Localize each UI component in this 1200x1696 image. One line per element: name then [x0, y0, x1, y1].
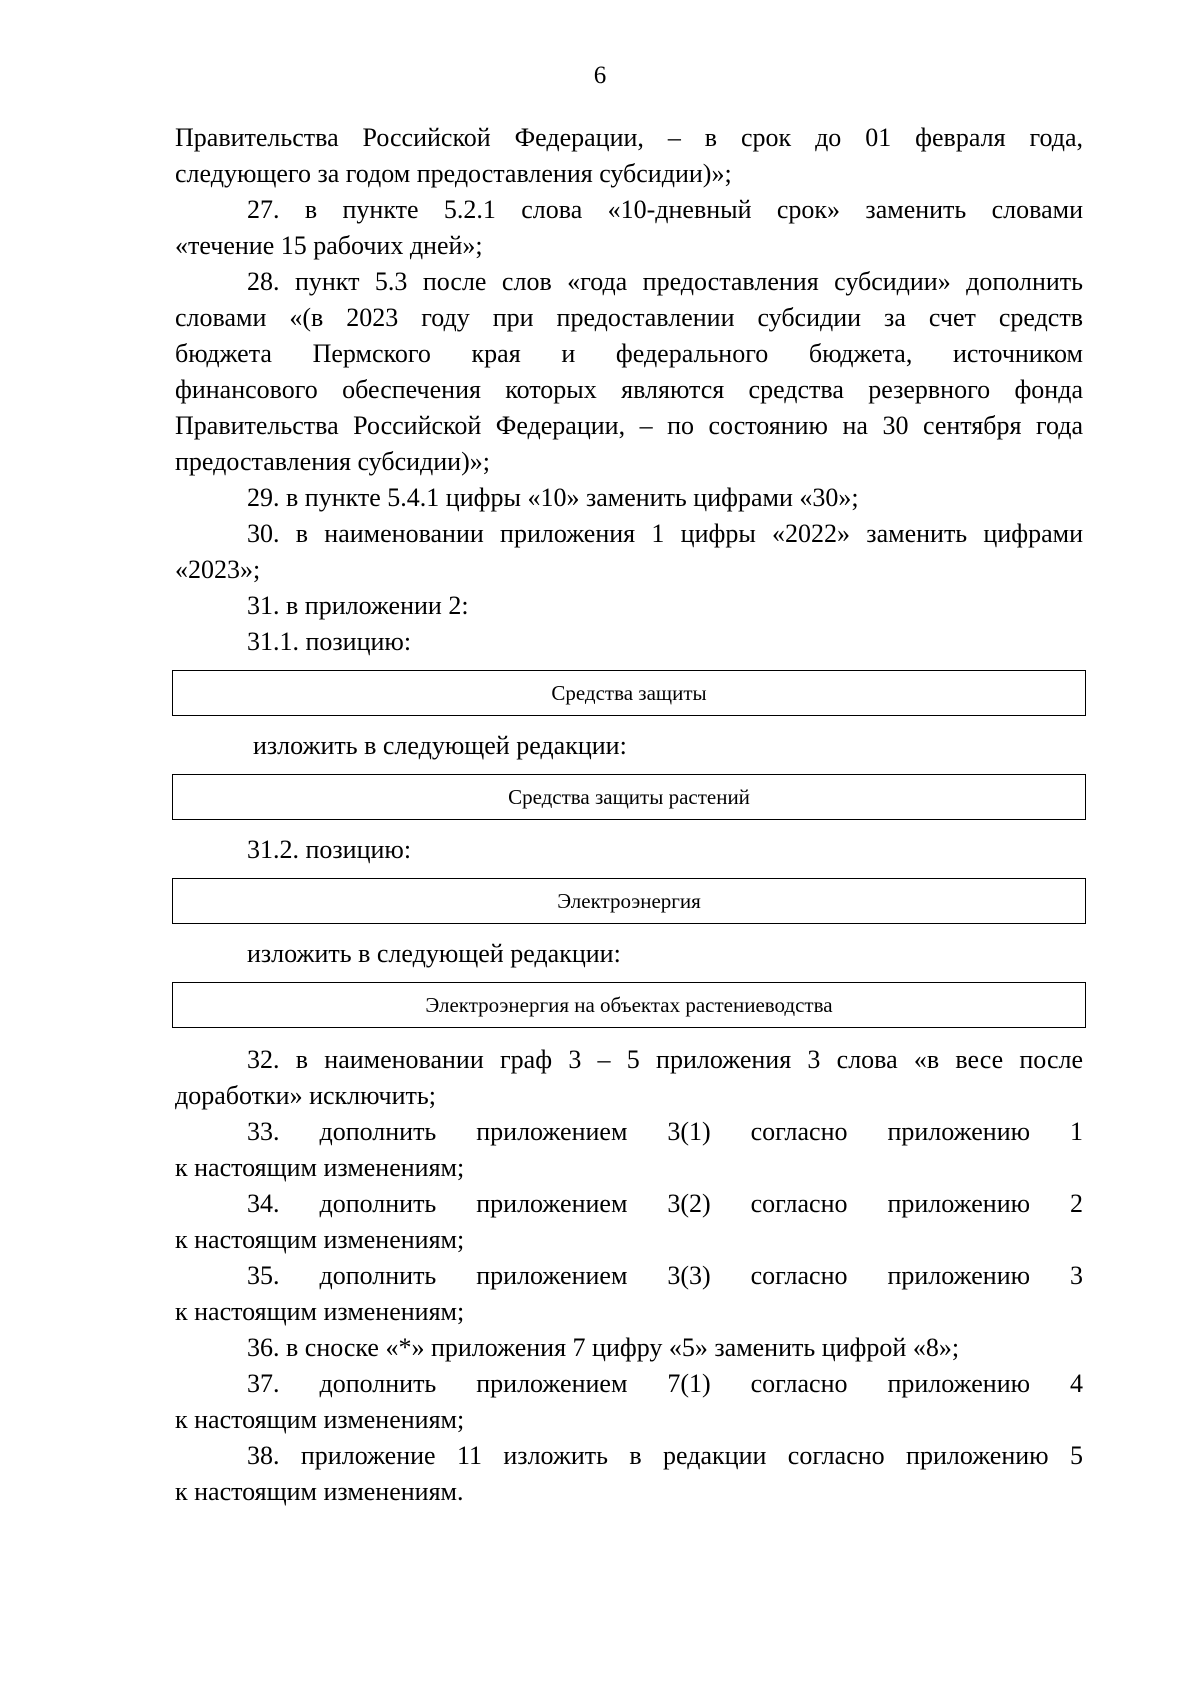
text-line: 37. дополнить приложением 7(1) согласно приложению 4	[247, 1369, 1083, 1398]
text-line: «течение 15 рабочих дней»;	[175, 231, 483, 260]
text-line: к настоящим изменениям;	[175, 1297, 465, 1326]
paragraph-edit: изложить в следующей редакции:	[253, 731, 627, 760]
text-line: словами «(в 2023 году при предоставлении субсидии за счет средств	[175, 303, 1083, 332]
text-line: доработки» исключить;	[175, 1081, 436, 1110]
text-line: 34. дополнить приложением 3(2) согласно приложению 2	[247, 1189, 1083, 1218]
paragraph-34	[175, 1186, 1083, 1258]
text-line: к настоящим изменениям;	[175, 1405, 465, 1434]
text-line: бюджета Пермского края и федерального бюджета, источником	[175, 339, 1083, 368]
paragraph-31-1: 31.1. позицию:	[247, 627, 412, 656]
paragraph-35	[175, 1258, 1083, 1330]
text-line: к настоящим изменениям;	[175, 1225, 465, 1254]
text-line: 33. дополнить приложением 3(1) согласно приложению 1	[247, 1117, 1083, 1146]
text-line: «2023»;	[175, 555, 261, 584]
text-line: к настоящим изменениям;	[175, 1153, 465, 1182]
text-line: следующего за годом предоставления субсидии)»;	[175, 159, 732, 188]
paragraph-33	[175, 1114, 1083, 1186]
table-cell-box: Электроэнергия	[172, 878, 1086, 924]
text-line: Правительства Российской Федерации, – в срок до 01 февраля года,	[175, 123, 1083, 152]
document-body	[175, 120, 1083, 1510]
paragraph-31: 31. в приложении 2:	[247, 591, 469, 620]
paragraph-continuation	[175, 120, 1083, 192]
text-line: финансового обеспечения которых являются средства резервного фонда	[175, 375, 1083, 404]
text-line: 35. дополнить приложением 3(3) согласно приложению 3	[247, 1261, 1083, 1290]
paragraph-37	[175, 1366, 1083, 1438]
text-line: 27. в пункте 5.2.1 слова «10-дневный срок» заменить словами	[247, 195, 1083, 224]
paragraph-30	[175, 516, 1083, 588]
paragraph-38	[175, 1438, 1083, 1510]
table-cell-box: Средства защиты растений	[172, 774, 1086, 820]
paragraph-edit: изложить в следующей редакции:	[247, 939, 621, 968]
text-line: 32. в наименовании граф 3 – 5 приложения 3 слова «в весе после	[247, 1045, 1083, 1074]
text-line: 38. приложение 11 изложить в редакции согласно приложению 5	[247, 1441, 1083, 1470]
text-line: 30. в наименовании приложения 1 цифры «2022» заменить цифрами	[247, 519, 1083, 548]
paragraph-27	[175, 192, 1083, 264]
text-line: к настоящим изменениям.	[175, 1477, 464, 1506]
text-line: Правительства Российской Федерации, – по состоянию на 30 сентября года	[175, 411, 1083, 440]
text-line: 28. пункт 5.3 после слов «года предоставления субсидии» дополнить	[247, 267, 1083, 296]
paragraph-36: 36. в сноске «*» приложения 7 цифру «5» заменить цифрой «8»;	[247, 1333, 960, 1362]
table-cell-box: Средства защиты	[172, 670, 1086, 716]
paragraph-28	[175, 264, 1083, 480]
table-cell-box: Электроэнергия на объектах растениеводства	[172, 982, 1086, 1028]
paragraph-31-2: 31.2. позицию:	[247, 835, 412, 864]
paragraph-32	[175, 1042, 1083, 1114]
paragraph-29: 29. в пункте 5.4.1 цифры «10» заменить цифрами «30»;	[247, 483, 859, 512]
text-line: предоставления субсидии)»;	[175, 447, 490, 476]
page-number: 6	[593, 62, 607, 89]
